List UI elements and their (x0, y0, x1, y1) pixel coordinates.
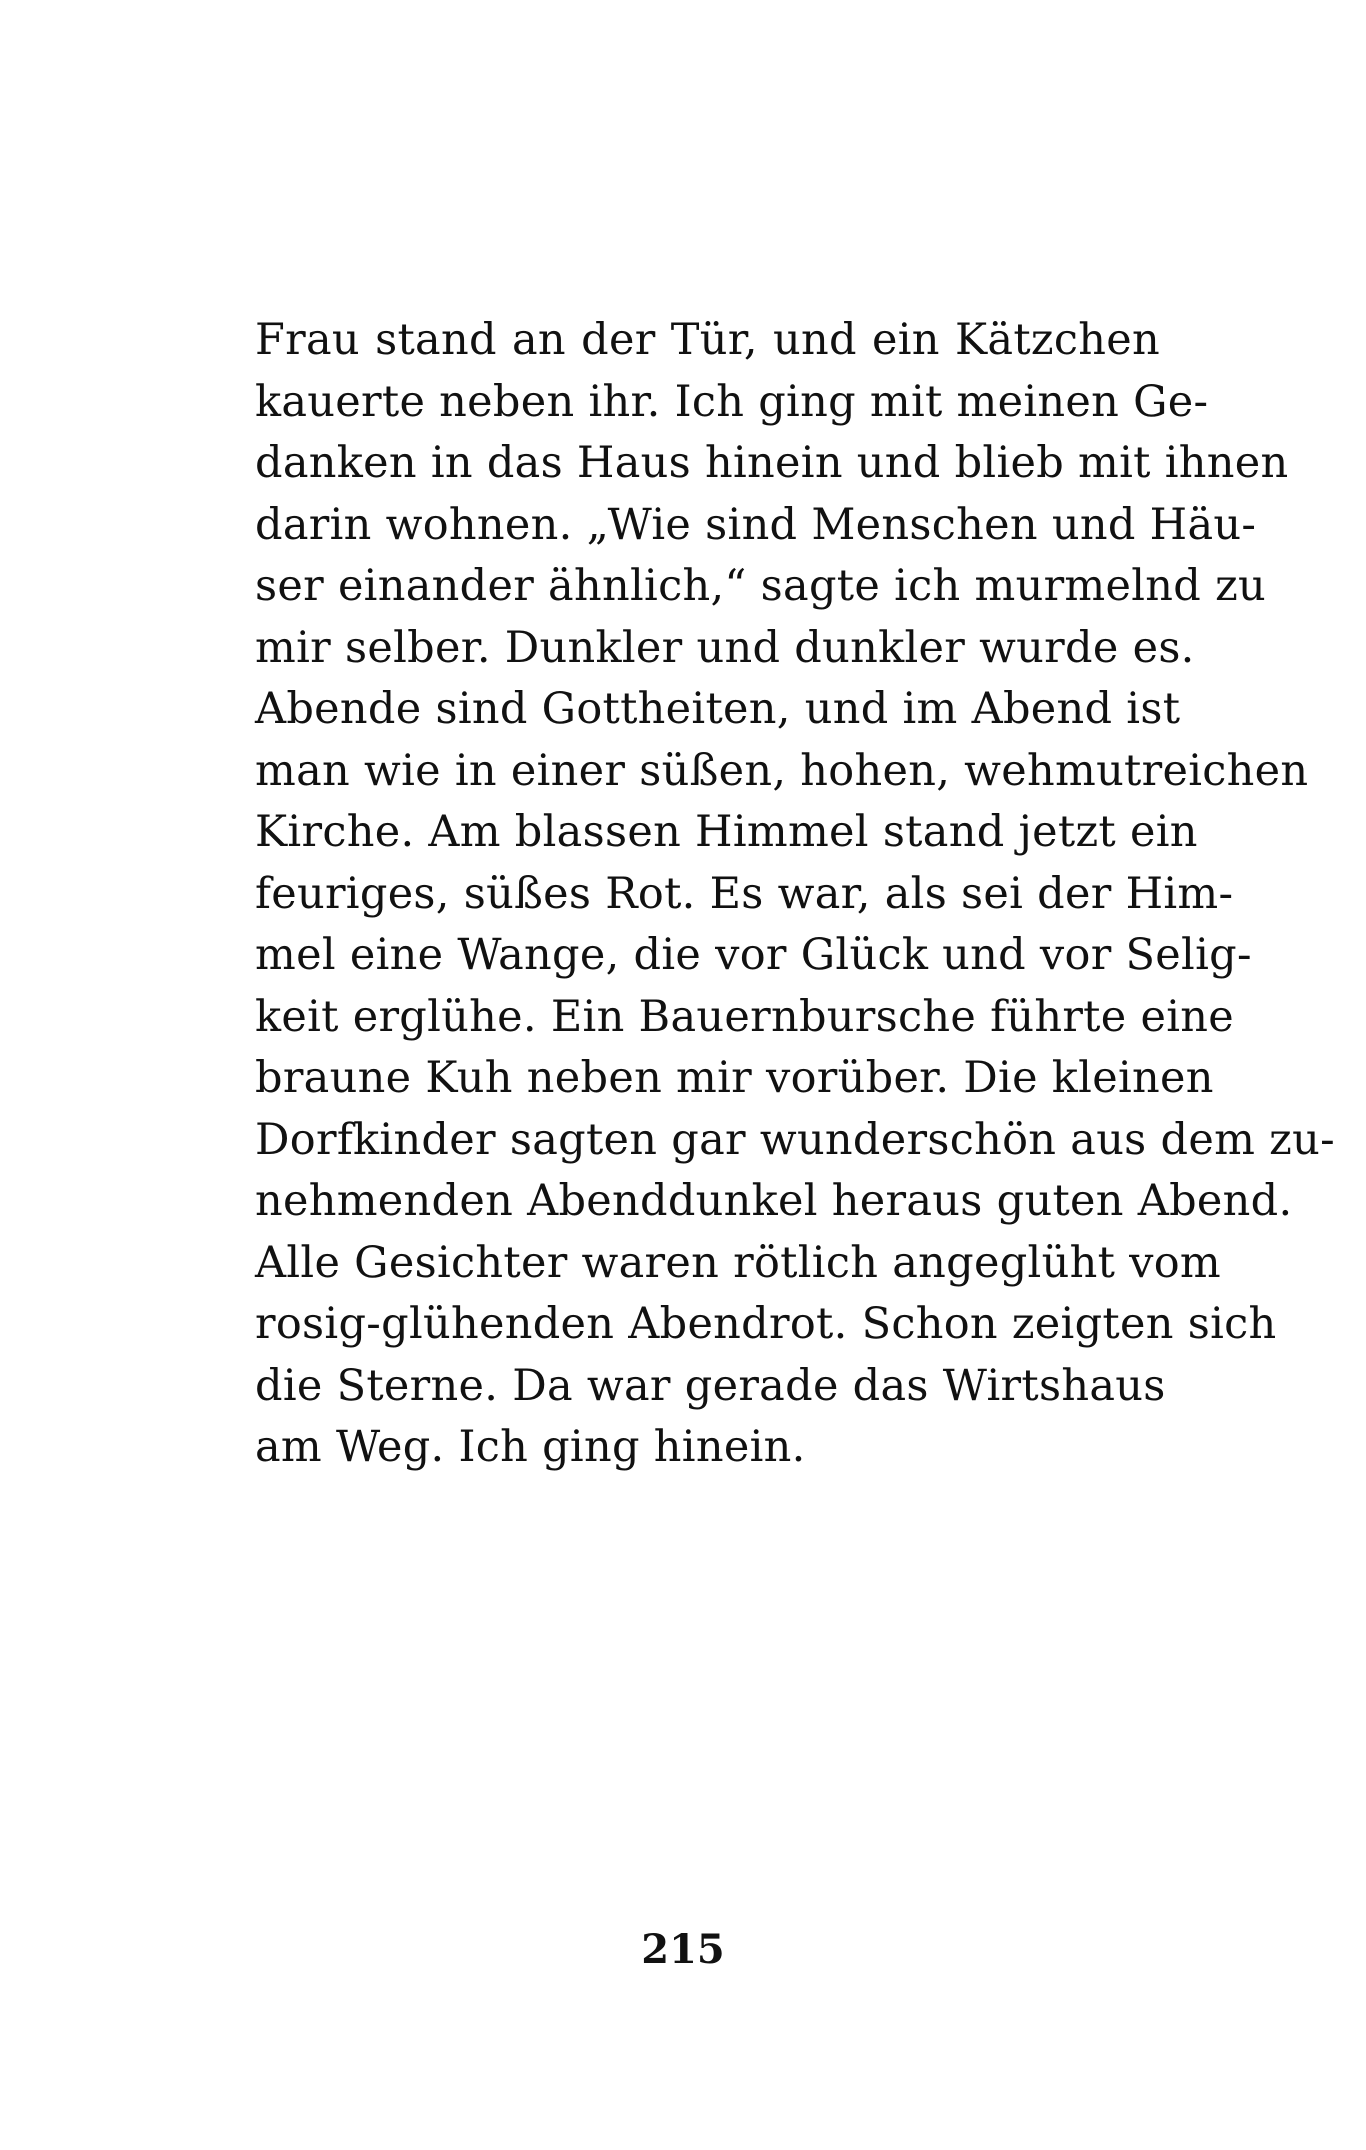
text-line: ser einander ähnlich,“ sagte ich murmelnd zu (255, 561, 1267, 611)
text-line: Frau stand an der Tür, und ein Kätzchen (255, 315, 1160, 365)
text-line: mir selber. Dunkler und dunkler wurde es. (255, 622, 1195, 673)
text-line: braune Kuh neben mir vorüber. Die kleinen (255, 1053, 1214, 1103)
text-line: mel eine Wange, die vor Glück und vor Selig- (255, 930, 1252, 980)
text-line: danken in das Haus hinein und blieb mit ihnen (255, 438, 1289, 488)
text-line: kauerte neben ihr. Ich ging mit meinen Ge- (255, 376, 1209, 427)
text-line: nehmenden Abenddunkel heraus guten Abend. (255, 1176, 1293, 1226)
text-line: rosig-glühenden Abendrot. Schon zeigten sich (255, 1299, 1277, 1349)
text-line: feuriges, süßes Rot. Es war, als sei der Him- (255, 868, 1234, 919)
text-line: Alle Gesichter waren rötlich angeglüht vom (255, 1237, 1221, 1288)
text-line: Kirche. Am blassen Himmel stand jetzt ein (255, 807, 1198, 857)
text-line: man wie in einer süßen, hohen, wehmutreichen (255, 745, 1309, 796)
text-line: keit erglühe. Ein Bauernbursche führte eine (255, 991, 1235, 1042)
page-number: 215 (641, 1926, 725, 1973)
text-line: Abende sind Gottheiten, und im Abend ist (255, 684, 1181, 734)
text-line: Dorfkinder sagten gar wunderschön aus dem zu- (255, 1114, 1335, 1165)
text-line: darin wohnen. „Wie sind Menschen und Häu- (255, 499, 1257, 550)
body-text (255, 310, 1335, 1479)
text-line: die Sterne. Da war gerade das Wirtshaus (255, 1360, 1166, 1411)
text-line: am Weg. Ich ging hinein. (255, 1422, 806, 1472)
